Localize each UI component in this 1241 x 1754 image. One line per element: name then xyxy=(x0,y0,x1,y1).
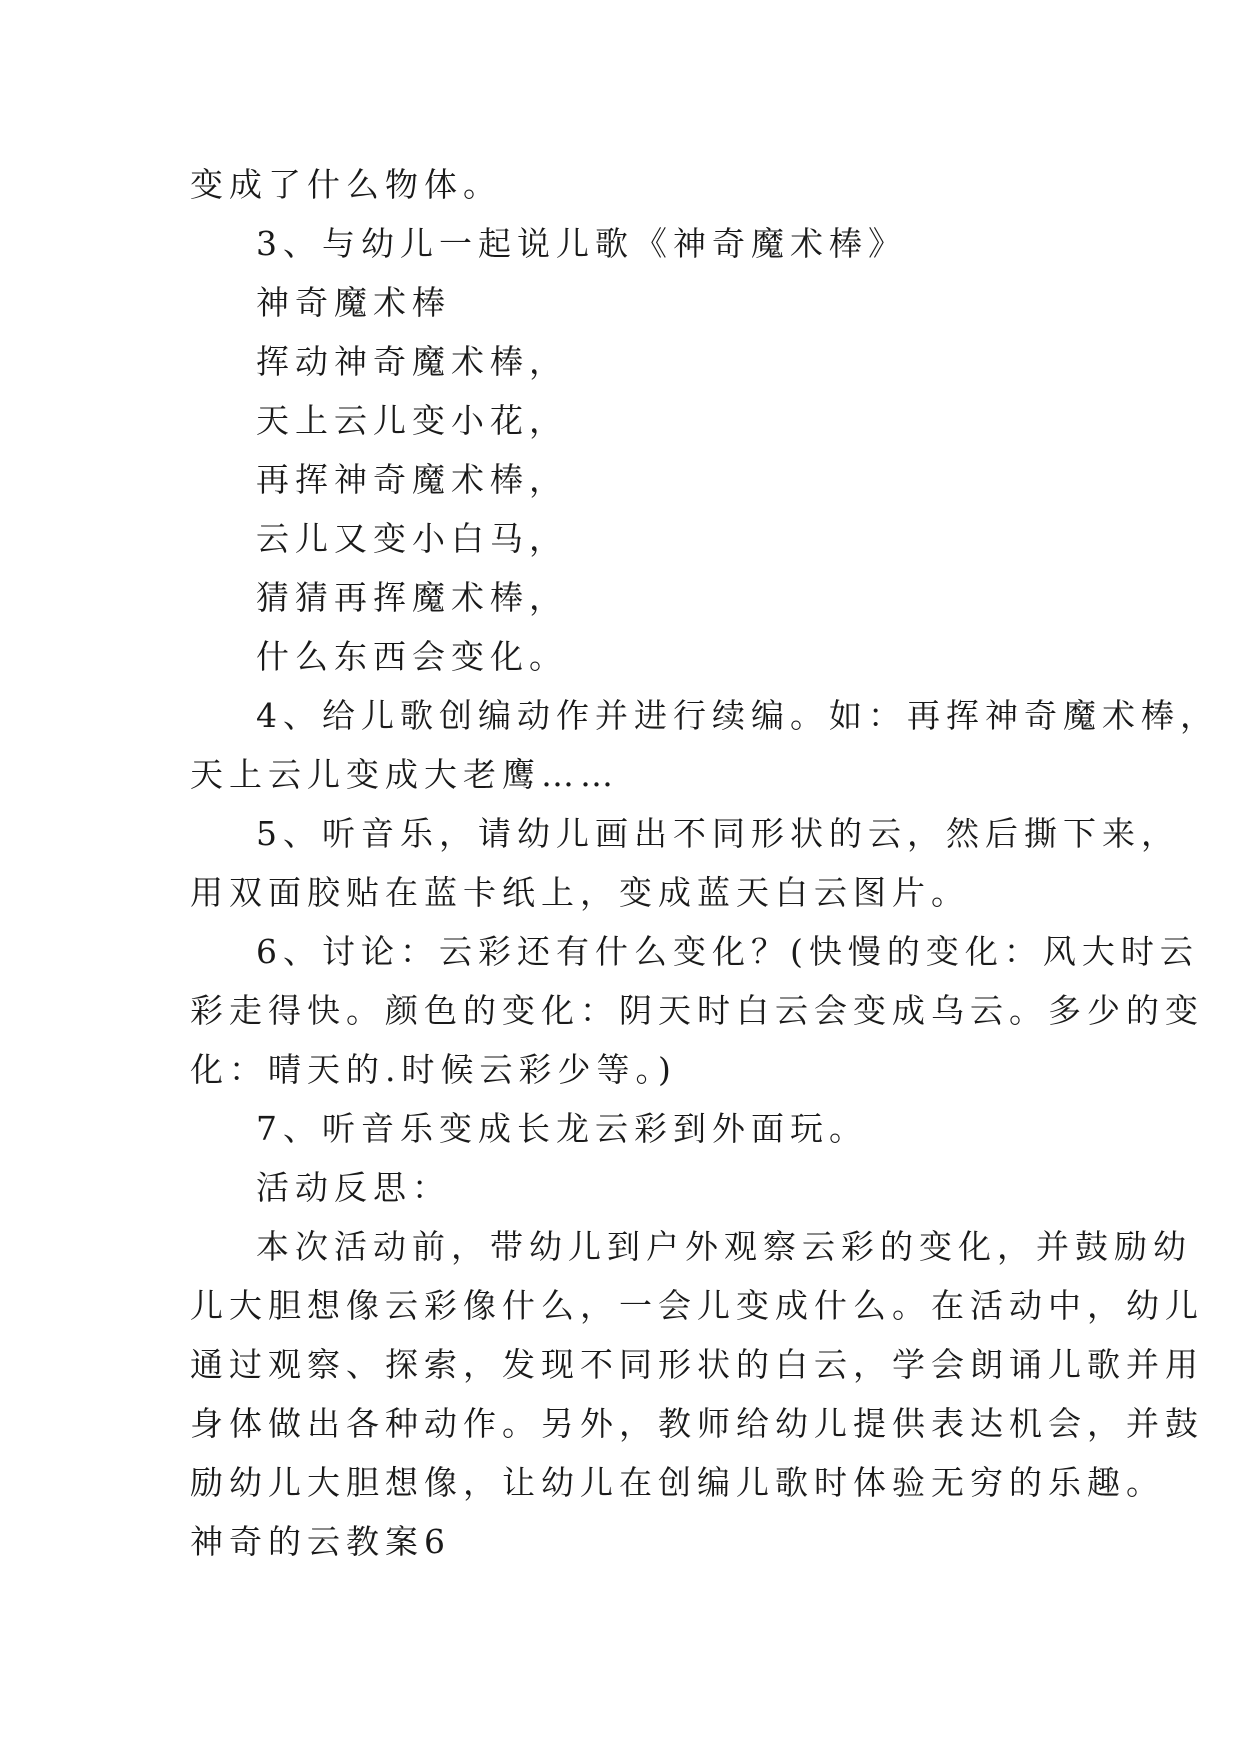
poem-line: 挥动神奇魔术棒， xyxy=(256,342,568,381)
text-line: 6、讨论：云彩还有什么变化？(快慢的变化：风大时云 xyxy=(256,932,1199,971)
poem-line: 猜猜再挥魔术棒， xyxy=(256,578,568,617)
text-line: 7、听音乐变成长龙云彩到外面玩。 xyxy=(256,1109,868,1148)
text-line: 3、与幼儿一起说儿歌《神奇魔术棒》 xyxy=(256,224,907,263)
text-line: 儿大胆想像云彩像什么，一会儿变成什么。在活动中，幼儿 xyxy=(190,1286,1204,1325)
text-line: 4、给儿歌创编动作并进行续编。如：再挥神奇魔术棒， xyxy=(256,696,1219,735)
text-line: 通过观察、探索，发现不同形状的白云，学会朗诵儿歌并用 xyxy=(190,1345,1204,1384)
poem-title: 神奇魔术棒 xyxy=(256,283,451,322)
document-title: 神奇的云教案6 xyxy=(190,1522,451,1561)
text-line: 本次活动前，带幼儿到户外观察云彩的变化，并鼓励幼 xyxy=(256,1227,1192,1266)
text-line: 5、听音乐，请幼儿画出不同形状的云，然后撕下来， xyxy=(256,814,1180,853)
text-line: 励幼儿大胆想像，让幼儿在创编儿歌时体验无穷的乐趣。 xyxy=(190,1463,1165,1502)
text-line: 化：晴天的.时候云彩少等。) xyxy=(190,1050,677,1089)
text-line: 身体做出各种动作。另外，教师给幼儿提供表达机会，并鼓 xyxy=(190,1404,1204,1443)
section-heading: 活动反思： xyxy=(256,1168,451,1207)
text-line: 用双面胶贴在蓝卡纸上，变成蓝天白云图片。 xyxy=(190,873,970,912)
poem-line: 什么东西会变化。 xyxy=(256,637,568,676)
poem-line: 云儿又变小白马， xyxy=(256,519,568,558)
text-line: 彩走得快。颜色的变化：阴天时白云会变成乌云。多少的变 xyxy=(190,991,1204,1030)
poem-line: 再挥神奇魔术棒， xyxy=(256,460,568,499)
poem-line: 天上云儿变小花， xyxy=(256,401,568,440)
text-line: 天上云儿变成大老鹰…… xyxy=(190,755,619,794)
text-line: 变成了什么物体。 xyxy=(190,165,502,204)
